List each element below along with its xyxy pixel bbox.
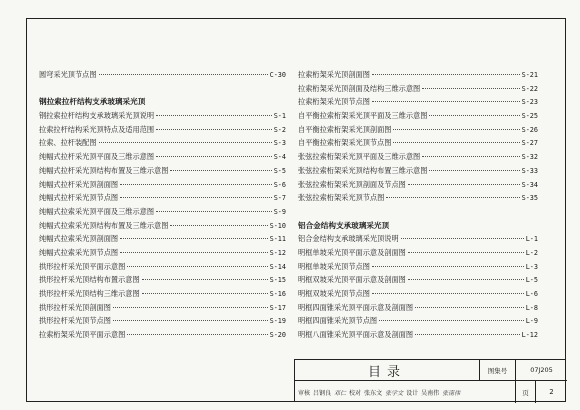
toc-entry-page: S-26 [521,125,538,134]
toc-entry-title: 拱形拉杆采光顶结构布置示意图 [39,275,140,285]
toc-entry [39,219,286,233]
dot-leader [120,197,272,198]
toc-entry [298,164,538,178]
dot-leader [113,307,268,308]
toc-entry-title: 纯幅式拉杆采光顶剖面图 [39,179,119,189]
dot-leader [156,156,272,157]
toc-entry-page: L-5 [525,276,538,285]
toc-entry [39,205,286,219]
toc-entry-title: 张弦拉索桁架采光顶剖面及节点图 [298,179,406,189]
dot-leader [372,101,520,102]
dot-leader [156,115,272,116]
toc-entry-page: L-2 [525,248,538,257]
dot-leader [422,88,519,89]
toc-entry-page: S-20 [269,331,286,340]
toc-entry [39,328,286,342]
toc-entry [39,191,286,205]
toc-entry [39,314,286,328]
dot-leader [113,320,268,321]
toc-entry-page: S-16 [269,290,286,298]
toc-entry [298,82,538,96]
dot-leader [408,252,524,253]
page-number: 2 [549,388,554,396]
toc-entry-title: 纯幅式拉索采光顶平面及三维示意图 [39,206,155,216]
toc-entry-title: 自平衡拉索桁架采光顶剖面图 [298,124,392,134]
dot-leader [127,334,267,335]
page-label: 页 [516,381,536,403]
toc-entry [298,260,538,274]
dot-leader [429,115,519,116]
toc-entry-page: S-35 [521,194,538,203]
toc-entry-page: S-21 [521,71,538,79]
dot-leader [120,184,272,185]
toc-entry-page: S-23 [521,98,538,107]
dot-leader [120,252,268,253]
toc-entry-title: 明框双坡采光顶节点图 [298,289,370,298]
toc-entry [39,109,286,123]
toc-entry-title: 自平衡拉索桁架采光顶节点图 [298,138,392,148]
dot-leader [372,293,524,294]
toc-right-column [298,68,538,342]
toc-entry-title: 拉索桁架采光顶剖面及结构三维示意图 [298,83,421,93]
toc-entry-title: 明框四面锥采光顶平面示意及剖面图 [298,302,414,312]
toc-entry-title: 圆穹采光顶节点图 [39,70,97,79]
toc-entry-page: L-3 [525,262,538,271]
toc-entry-page: S-7 [273,194,286,203]
toc-entry [298,246,538,260]
dot-leader [422,156,519,157]
toc-entry-title: 明框单坡采光顶平面示意及剖面图 [298,247,406,257]
toc-entry-page: S-19 [269,317,286,326]
spacer [298,205,538,219]
sig-reviewer-signature: 邓仁 [334,389,347,397]
toc-entry-title: 钢拉索拉杆结构支承玻璃采光顶说明 [39,111,155,121]
toc-entry-title: 拉索拉杆结构采光顶特点及适用范围 [39,124,155,134]
toc-entry-title: 拉索、拉杆装配图 [39,138,97,148]
sig-design-label: 设计 [406,389,419,397]
toc-entry-page: L-6 [525,290,538,298]
toc-entry [39,232,286,246]
toc-entry-title: 铝合金结构支承玻璃采光顶说明 [298,234,399,244]
sig-review-label: 审核 [298,389,311,397]
toc-entry [39,246,286,260]
dot-leader [127,266,267,267]
toc-entry [298,191,538,205]
dot-leader [429,170,519,171]
toc-entry [298,95,538,109]
toc-entry-page: S-22 [521,84,538,93]
toc-entry-page: S-9 [273,207,286,216]
toc-entry [39,123,286,137]
section-heading: 铝合金结构支承玻璃采光顶 [298,220,390,230]
toc-entry-page: S-33 [521,166,538,175]
toc-entry-page: L-12 [521,331,538,340]
dot-leader [170,170,271,171]
toc-entry [39,164,286,178]
dot-leader [170,225,267,226]
sig-reviewer-name: 吕钢良 [313,389,332,397]
sig-checker-signature: 张学文 [385,389,404,397]
title-block-title: 目录 [295,360,480,381]
toc-entry [39,136,286,150]
toc-entry-title: 张弦拉索桁架采光顶平面及三维示意图 [298,152,421,162]
dot-leader [372,74,520,75]
toc-entry-title: 纯幅式拉索采光顶剖面图 [39,234,119,244]
dot-leader [415,307,524,308]
toc-entry-title: 拉索桁架采光顶剖面图 [298,70,370,79]
sig-checker-name: 张东文 [364,389,383,397]
sig-designer-name: 吴南伟 [421,389,440,397]
toc-entry [298,150,538,164]
toc-entry-title: 明框单坡采光顶节点图 [298,261,370,271]
dot-leader [99,142,272,143]
toc-entry [298,178,538,192]
toc-entry-page: S-27 [521,139,538,148]
toc-entry-page: S-34 [521,180,538,189]
toc-entry-page: S-17 [269,303,286,312]
toc-entry-title: 明框八面锥采光顶平面示意及剖面图 [298,330,414,340]
dot-leader [379,320,524,321]
toc-entry-title: 拉索桁架采光顶平面示意图 [39,330,126,340]
dot-leader [386,197,519,198]
toc-entry-title: 拉索桁架采光顶节点图 [298,97,370,107]
dot-leader [372,266,524,267]
toc-entry-page: L-8 [525,303,538,312]
toc-entry-page: S-32 [521,153,538,162]
toc-entry [298,287,538,301]
toc-entry-title: 拱形拉杆采光顶剖面图 [39,302,111,312]
toc-entry [39,287,286,301]
toc-left-column [39,68,286,342]
toc-entry-page: S-12 [269,248,286,257]
toc-entry-title: 纯幅式拉杆采光顶节点图 [39,193,119,203]
dot-leader [120,238,268,239]
toc-entry-page: S-1 [273,112,286,121]
toc-entry-page: S-5 [273,166,286,175]
toc-entry-page: S-4 [273,153,286,162]
dot-leader [393,142,519,143]
dot-leader [415,334,520,335]
toc-entry-title: 张弦拉索桁架采光顶结构布置三维示意图 [298,165,428,175]
toc-entry [298,314,538,328]
toc-entry-page: S-6 [273,180,286,189]
signature-row [295,381,516,403]
toc-entry-title: 张弦拉索桁架采光顶节点图 [298,193,385,203]
dot-leader [142,293,268,294]
toc-entry [39,301,286,315]
spacer [39,82,286,96]
dot-leader [142,279,268,280]
toc-entry-page: C-30 [269,71,286,79]
dot-leader [408,279,524,280]
toc-entry [298,273,538,287]
toc-entry [298,123,538,137]
section-heading: 钢拉索拉杆结构支承玻璃采光顶 [39,97,146,107]
toc-entry-page: S-25 [521,112,538,121]
toc-entry-page: S-3 [273,139,286,148]
toc-entry-page: S-10 [269,221,286,230]
toc-entry [298,109,538,123]
toc-entry-page: L-1 [525,235,538,244]
sig-check-label: 校对 [349,389,362,397]
atlas-number: 07J205 [516,360,567,381]
toc-entry-page: L-9 [525,317,538,326]
toc-entry-title: 自平衡拉索桁架采光顶平面及三维示意图 [298,111,428,121]
toc-entry [39,260,286,274]
toc-entry-title: 纯幅式拉索采光顶结构布置及三维示意图 [39,220,169,230]
toc-entry [298,68,538,82]
toc-entry-page: S-15 [269,276,286,285]
toc-entry [39,68,286,82]
toc-entry-title: 纯幅式拉索采光顶节点图 [39,247,119,257]
toc-entry [298,232,538,246]
toc-entry [298,328,538,342]
toc-entry-title: 明框四面锥采光顶节点图 [298,316,378,326]
toc-entry-title: 明框双坡采光顶平面示意及剖面图 [298,275,406,285]
dot-leader [99,74,268,75]
toc-entry [39,150,286,164]
sig-designer-signature: 张南伟 [442,389,461,397]
dot-leader [156,211,272,212]
toc-entry-title: 拱形拉杆采光顶平面示意图 [39,261,126,271]
toc-entry [39,273,286,287]
toc-entry-title: 纯幅式拉杆采光顶结构布置及三维示意图 [39,165,169,175]
title-block [294,359,566,402]
toc-entry-title: 纯幅式拉杆采光顶平面及三维示意图 [39,152,155,162]
toc-entry [298,136,538,150]
toc-entry-title: 拱形拉杆采光顶节点图 [39,316,111,326]
dot-leader [408,184,520,185]
toc-entry-page: S-14 [269,262,286,271]
dot-leader [156,129,272,130]
toc-entry-title: 拱形拉杆采光顶结构三维示意图 [39,289,140,298]
toc-entry [39,178,286,192]
toc-entry-page: S-2 [273,125,286,134]
dot-leader [393,129,519,130]
atlas-number-label: 图集号 [480,360,516,381]
dot-leader [401,238,524,239]
toc-entry [298,301,538,315]
toc-entry-page: S-11 [269,235,286,244]
